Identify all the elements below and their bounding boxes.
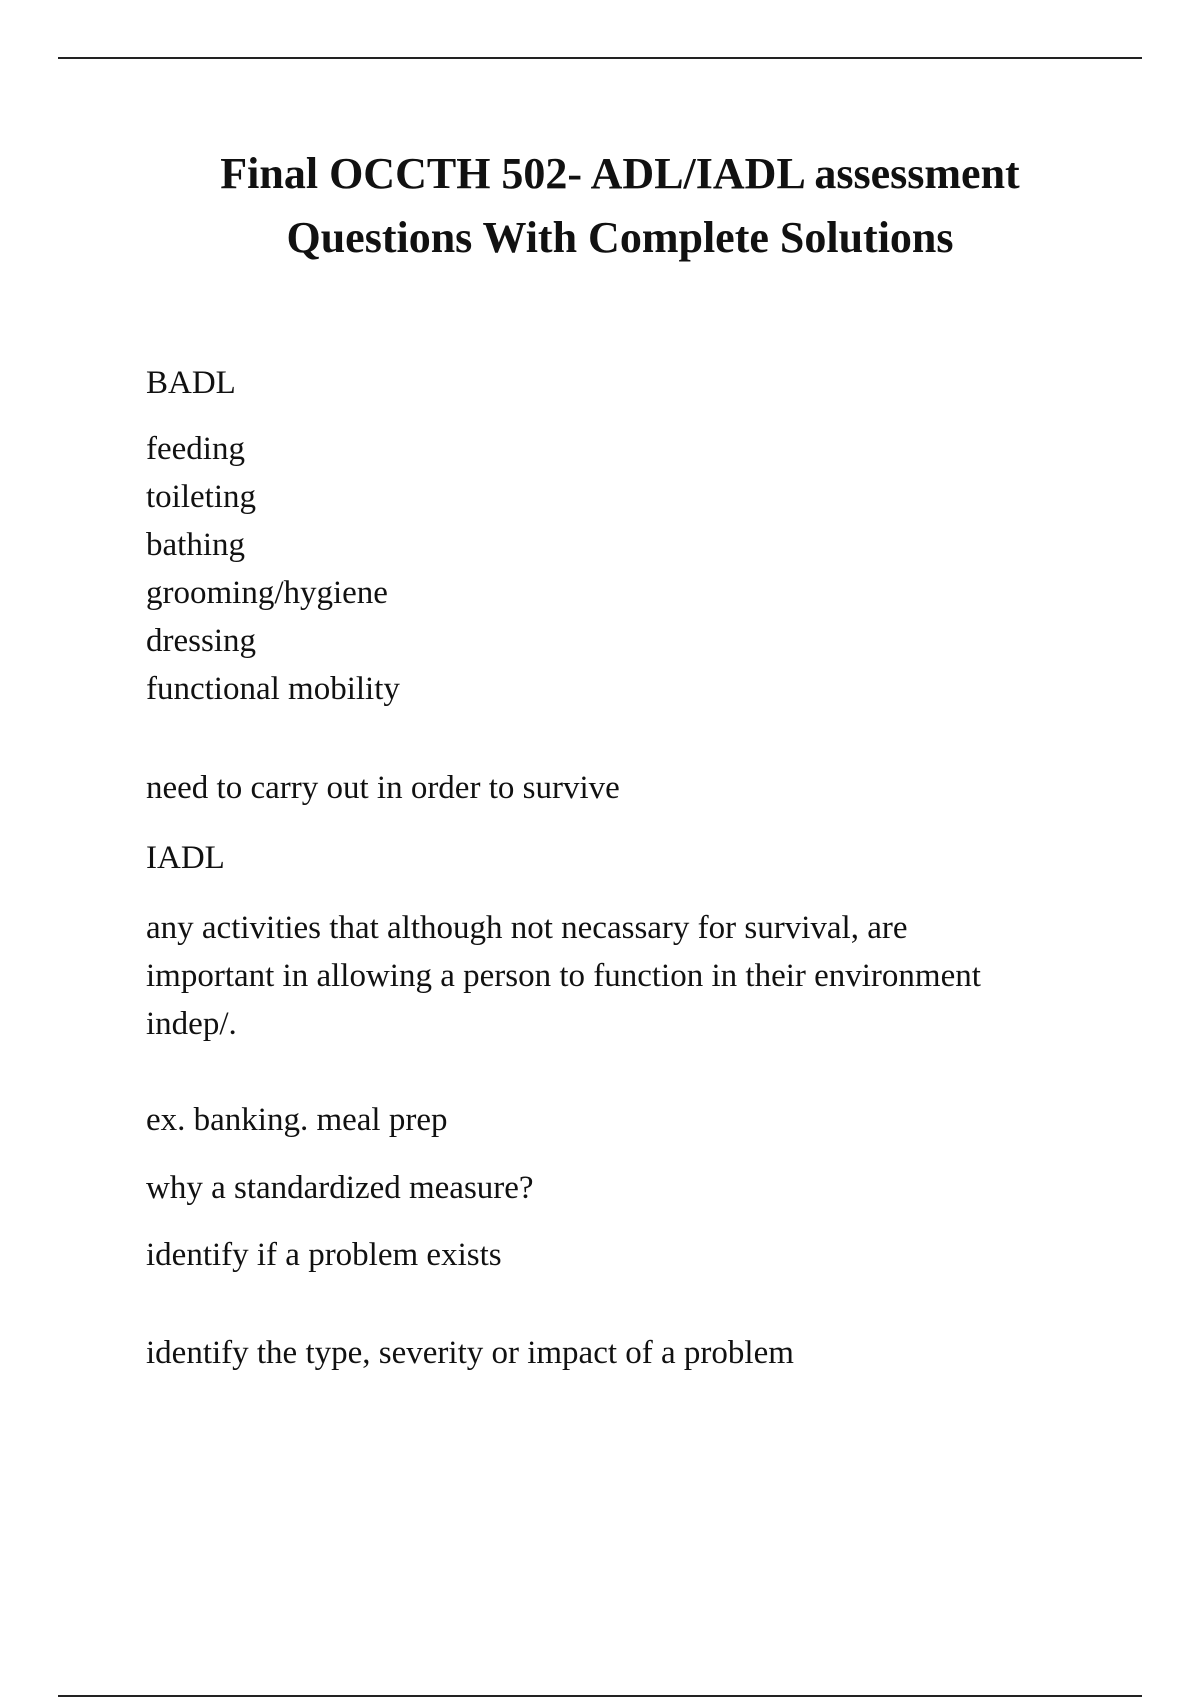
definition-line: indep/. [146, 1006, 237, 1042]
term-badl: BADL [146, 365, 236, 401]
term-iadl: IADL [146, 840, 225, 876]
badl-list [146, 425, 1096, 713]
question-standardized: why a standardized measure? [146, 1170, 534, 1206]
list-item: bathing [146, 527, 245, 563]
definition-line: important in allowing a person to function in their environment [146, 958, 981, 994]
title-line-2: Questions With Complete Solutions [286, 213, 954, 262]
definition-line: any activities that although not necassary for survival, are [146, 910, 908, 946]
title-line-1: Final OCCTH 502- ADL/IADL assessment [220, 149, 1020, 198]
iadl-definition [146, 904, 1096, 1048]
document-title [120, 142, 1120, 270]
answer-problem-type: identify the type, severity or impact of a problem [146, 1335, 794, 1371]
list-item: grooming/hygiene [146, 575, 388, 611]
answer-problem-exists: identify if a problem exists [146, 1237, 502, 1273]
bottom-rule [58, 1695, 1142, 1697]
badl-note: need to carry out in order to survive [146, 770, 620, 806]
top-rule [58, 57, 1142, 59]
iadl-example: ex. banking. meal prep [146, 1102, 448, 1138]
list-item: functional mobility [146, 671, 400, 707]
list-item: feeding [146, 431, 245, 467]
list-item: dressing [146, 623, 256, 659]
list-item: toileting [146, 479, 256, 515]
